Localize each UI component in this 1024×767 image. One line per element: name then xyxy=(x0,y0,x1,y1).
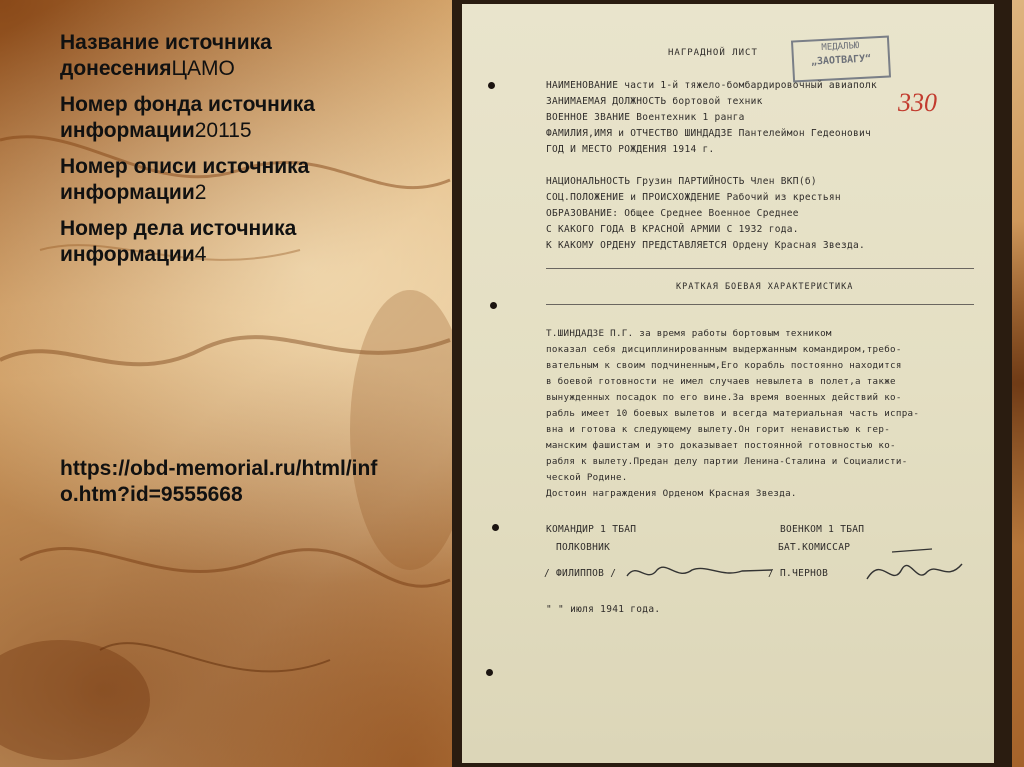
divider xyxy=(546,268,974,269)
doc-line: ЗАНИМАЕМАЯ ДОЛЖНОСТЬ бортовой техник xyxy=(546,96,763,107)
doc-line: ОБРАЗОВАНИЕ: Общее Среднее Военное Среднее xyxy=(546,208,799,219)
source-name-value: ЦАМО xyxy=(171,57,235,80)
body-line: вательным к своим подчиненным,Его корабль постоянно находится xyxy=(546,360,902,371)
punch-hole xyxy=(490,302,497,309)
commander-name: / ФИЛИППОВ / xyxy=(544,568,617,579)
award-stamp xyxy=(791,35,891,82)
fund-number-value: 20115 xyxy=(194,119,252,142)
source-name-label: Название источника донесения xyxy=(60,31,272,80)
inventory-number-value: 2 xyxy=(194,181,207,204)
section-title: КРАТКАЯ БОЕВАЯ ХАРАКТЕРИСТИКА xyxy=(676,282,854,292)
case-number-value: 4 xyxy=(194,243,207,266)
commissar-signature xyxy=(862,544,972,594)
doc-line: ВОЕННОЕ ЗВАНИЕ Воентехник 1 ранга xyxy=(546,112,745,123)
doc-line: К КАКОМУ ОРДЕНУ ПРЕДСТАВЛЯЕТСЯ Ордену Красная Звезда. xyxy=(546,240,866,251)
source-name-field xyxy=(60,30,380,82)
commander-signature xyxy=(622,556,782,586)
punch-hole xyxy=(488,82,495,89)
doc-line: СОЦ.ПОЛОЖЕНИЕ и ПРОИСХОЖДЕНИЕ Рабочий из крестьян xyxy=(546,192,841,203)
stamp-line-2: „ЗАОТВАГУ“ xyxy=(810,53,872,68)
document-title: НАГРАДНОЙ ЛИСТ xyxy=(668,48,758,58)
punch-hole xyxy=(486,669,493,676)
body-line: манским фашистам и это доказывает постоянной готовностью ко- xyxy=(546,440,896,451)
body-line: рабля к вылету.Предан делу партии Ленина-Сталина и Социалисти- xyxy=(546,456,908,467)
body-line: вна и готова к следующему вылету.Он горит ненавистью к гер- xyxy=(546,424,891,435)
divider xyxy=(546,304,974,305)
handwritten-number: 330 xyxy=(898,88,937,117)
doc-line: ГОД И МЕСТО РОЖДЕНИЯ 1914 г. xyxy=(546,144,715,155)
fund-number-field xyxy=(60,92,380,144)
commissar-title: ВОЕНКОМ 1 ТБАП xyxy=(780,524,865,535)
body-line: рабль имеет 10 боевых вылетов и всегда материальная часть испра- xyxy=(546,408,920,419)
doc-line: НАИМЕНОВАНИЕ части 1-й тяжело-бомбардировочный авиаполк xyxy=(546,80,878,91)
case-number-field xyxy=(60,216,380,268)
doc-line: ФАМИЛИЯ,ИМЯ и ОТЧЕСТВО ШИНДАДЗЕ Пантелеймон Гедеонович xyxy=(546,128,872,139)
body-line: Достоин награждения Орденом Красная Звезда. xyxy=(546,488,797,499)
fund-number-label: Номер фонда источника информации xyxy=(60,93,315,142)
body-line: вынужденных посадок по его вине.За время военных действий ко- xyxy=(546,392,902,403)
commissar-name: / П.ЧЕРНОВ xyxy=(768,568,829,579)
inventory-number-field xyxy=(60,154,380,206)
award-document-scan xyxy=(462,4,994,763)
body-line: Т.ШИНДАДЗЕ П.Г. за время работы бортовым техником xyxy=(546,328,832,339)
doc-line: НАЦИОНАЛЬНОСТЬ Грузин ПАРТИЙНОСТЬ Член ВКП(б) xyxy=(546,176,817,187)
commander-rank: ПОЛКОВНИК xyxy=(556,542,611,553)
punch-hole xyxy=(492,524,499,531)
doc-line: С КАКОГО ГОДА В КРАСНОЙ АРМИИ С 1932 года. xyxy=(546,224,799,235)
body-line: в боевой готовности не имел случаев невылета в полет,а также xyxy=(546,376,896,387)
body-line: показал себя дисциплинированным выдержанным командиром,требо- xyxy=(546,344,902,355)
commissar-rank: БАТ.КОМИССАР xyxy=(778,542,851,553)
source-info-panel xyxy=(60,30,380,278)
body-line: ческой Родине. xyxy=(546,472,628,483)
source-link[interactable]: https://obd-memorial.ru/html/info.htm?id=9555668 xyxy=(60,457,378,506)
commander-title: КОМАНДИР 1 ТБАП xyxy=(546,524,637,535)
case-number-label: Номер дела источника информации xyxy=(60,217,297,266)
stamp-line-1: МЕДАЛЬЮ xyxy=(821,41,860,54)
date-line: " " июля 1941 года. xyxy=(546,604,661,615)
inventory-number-label: Номер описи источника информации xyxy=(60,155,310,204)
